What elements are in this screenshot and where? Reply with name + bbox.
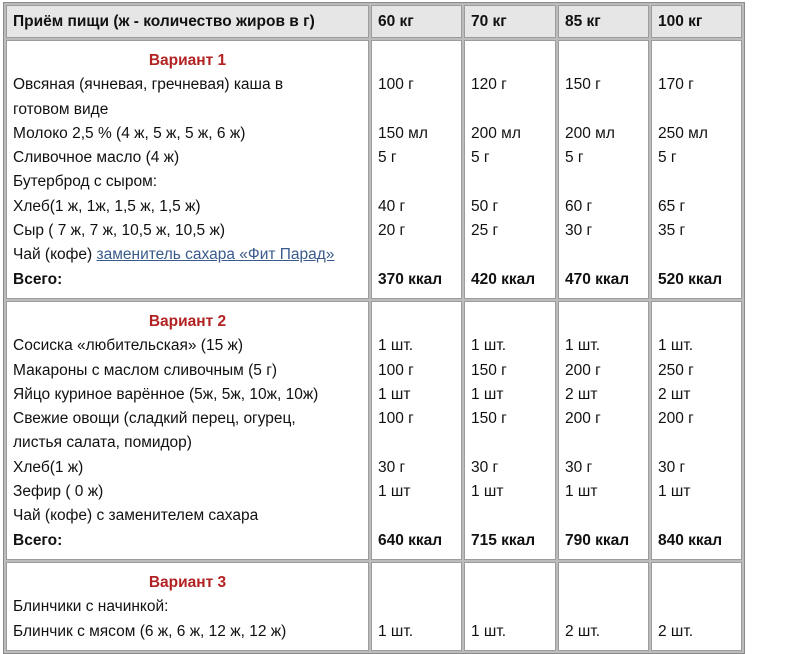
amount-value: 20 г [378,222,406,240]
amount-value: 1 шт. [471,337,507,355]
food-item: Хлеб(1 ж, 1ж, 1,5 ж, 1,5 ж) [13,197,201,215]
amount-value: 30 г [565,458,593,476]
variant-title: Вариант 2 [148,312,227,330]
food-item: Сливочное масло (4 ж) [13,149,180,167]
amount-value: 200 мл [471,124,521,142]
section-1-col-100 [651,40,742,299]
meal-plan-table [3,2,745,654]
food-item: Блинчик с мясом (6 ж, 6 ж, 12 ж, 12 ж) [13,622,287,640]
header-weight-60: 60 кг [371,5,462,38]
total-value: 790 ккал [565,531,630,549]
section-2-col-70 [464,301,556,560]
header-meal: Приём пищи (ж - количество жиров в г) [6,5,369,38]
food-item: Сыр ( 7 ж, 7 ж, 10,5 ж, 10,5 ж) [13,222,226,240]
header-row [6,5,742,38]
variant-title: Вариант 1 [148,52,227,69]
section-1-description [6,40,369,299]
amount-value: 2 шт [658,385,691,403]
amount-value: 250 г [658,361,694,379]
food-item [13,243,362,267]
amount-value: 1 шт. [658,337,694,355]
amount-value: 1 шт [471,385,504,403]
amount-value: 1 шт. [565,337,601,355]
amount-value: 40 г [378,197,406,215]
tea-label: Чай (кофе) [13,246,97,264]
amount-value: 5 г [378,149,397,167]
section-2-col-100 [651,301,742,560]
amount-value: 1 шт [658,483,691,501]
amount-value: 25 г [471,222,499,240]
total-value: 715 ккал [471,531,536,549]
total-value: 640 ккал [378,531,443,549]
amount-value: 1 шт [378,483,411,501]
amount-value: 1 шт [471,483,504,501]
food-item: Макароны с маслом сливочным (5 г) [13,361,278,379]
amount-value: 60 г [565,197,593,215]
amount-value: 200 мл [565,124,615,142]
amount-value: 30 г [565,222,593,240]
food-item: Зефир ( 0 ж) [13,483,104,501]
amount-value: 5 г [658,149,677,167]
amount-value: 1 шт. [378,622,414,640]
food-item: Свежие овощи (сладкий перец, огурец, [13,410,296,428]
amount-value: 100 г [378,76,414,94]
amount-value: 65 г [658,197,686,215]
section-3-col-60 [371,562,462,651]
amount-value: 5 г [471,149,490,167]
amount-value: 170 г [658,76,694,94]
food-item: Бутерброд с сыром: [13,173,158,191]
food-item: Хлеб(1 ж) [13,458,84,476]
section-1-col-85 [558,40,649,299]
section-row-variant-1 [6,40,742,299]
header-weight-85: 85 кг [558,5,649,38]
amount-value: 35 г [658,222,686,240]
food-item: Сосиска «любительская» (15 ж) [13,337,244,355]
amount-value: 1 шт [378,385,411,403]
food-item: листья салата, помидор) [13,434,192,452]
sugar-substitute-link[interactable]: заменитель сахара «Фит Парад» [96,246,335,264]
food-item: Молоко 2,5 % (4 ж, 5 ж, 5 ж, 6 ж) [13,124,246,142]
section-row-variant-2 [6,301,742,560]
section-2-col-60 [371,301,462,560]
food-item: готовом виде [13,100,109,118]
amount-value: 50 г [471,197,499,215]
food-item: Овсяная (ячневая, гречневая) каша в [13,76,284,94]
amount-value: 150 г [471,410,507,428]
section-1-col-60 [371,40,462,299]
amount-value: 1 шт [565,483,598,501]
amount-value: 150 г [565,76,601,94]
amount-value: 250 мл [658,124,708,142]
food-item: Чай (кофе) с заменителем сахара [13,507,259,525]
amount-value: 2 шт [565,385,598,403]
amount-value: 1 шт. [471,622,507,640]
amount-value: 5 г [565,149,584,167]
section-3-description [6,562,369,651]
amount-value: 200 г [658,410,694,428]
section-row-variant-3 [6,562,742,651]
food-item: Блинчики с начинкой: [13,598,169,616]
section-1-col-70 [464,40,556,299]
header-weight-100: 100 кг [651,5,742,38]
total-value: 420 ккал [471,270,536,288]
total-label: Всего: [13,270,63,288]
amount-value: 200 г [565,361,601,379]
total-label: Всего: [13,531,63,549]
header-weight-70: 70 кг [464,5,556,38]
amount-value: 150 г [471,361,507,379]
amount-value: 30 г [471,458,499,476]
total-value: 470 ккал [565,270,630,288]
section-3-col-85 [558,562,649,651]
amount-value: 100 г [378,410,414,428]
total-value: 840 ккал [658,531,723,549]
amount-value: 1 шт. [378,337,414,355]
section-3-col-100 [651,562,742,651]
amount-value: 200 г [565,410,601,428]
section-3-col-70 [464,562,556,651]
variant-title: Вариант 3 [148,573,227,591]
section-2-description [6,301,369,560]
amount-value: 120 г [471,76,507,94]
food-item: Яйцо куриное варённое (5ж, 5ж, 10ж, 10ж) [13,385,319,403]
total-value: 520 ккал [658,270,723,288]
amount-value: 150 мл [378,124,428,142]
section-2-col-85 [558,301,649,560]
amount-value: 30 г [378,458,406,476]
amount-value: 2 шт. [658,622,694,640]
amount-value: 2 шт. [565,622,601,640]
amount-value: 30 г [658,458,686,476]
total-value: 370 ккал [378,270,443,288]
amount-value: 100 г [378,361,414,379]
